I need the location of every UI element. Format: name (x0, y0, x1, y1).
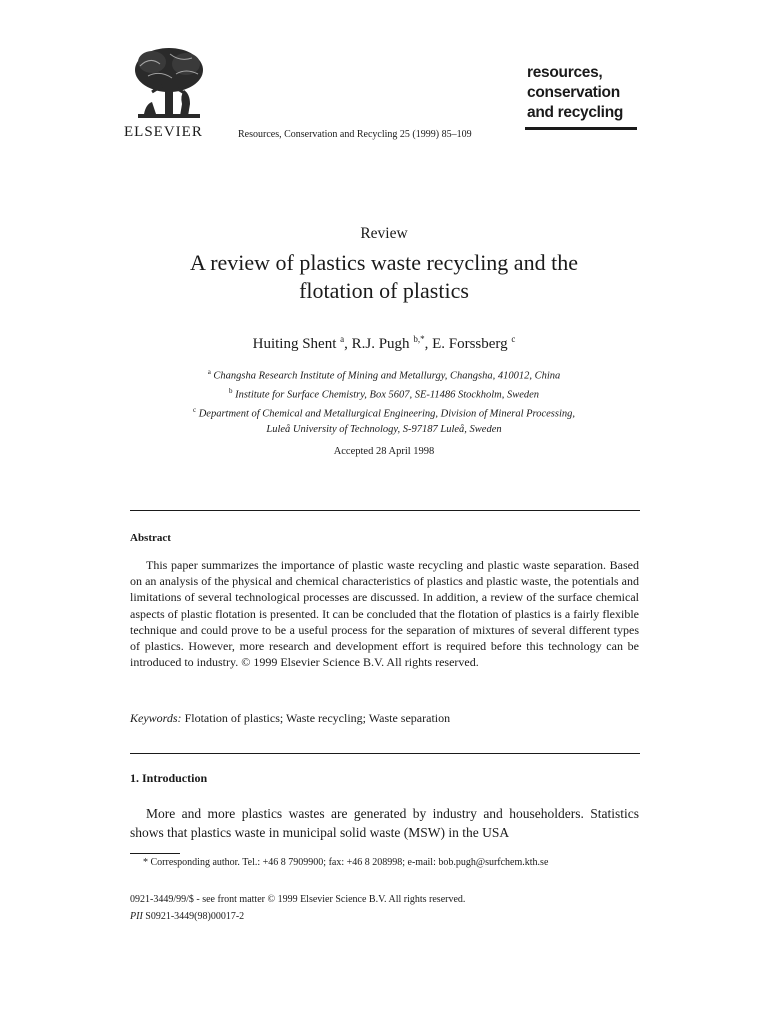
affiliations (0, 365, 768, 438)
author-list: Huiting Shent $^a$, R.J. Pugh $^{b,*}$, E. Forssberg $^c$ (252, 334, 516, 352)
brand-underline (525, 127, 637, 130)
divider (130, 510, 640, 511)
section-heading: 1. Introduction (130, 771, 208, 785)
journal-brand (527, 63, 623, 123)
introduction-text: More and more plastics wastes are generated by industry and householders. Statistics shows that plastics waste in municipal solid waste (MSW) in the USA (130, 806, 639, 840)
keywords-list: Flotation of plastics; Waste recycling; Waste separation (184, 711, 451, 725)
pii-value: S0921-3449(98)00017-2 (145, 911, 245, 922)
article-title (0, 249, 768, 305)
keywords (130, 711, 450, 726)
footnote-rule (130, 853, 180, 854)
elsevier-tree-icon (130, 44, 208, 122)
pii-line (130, 911, 244, 922)
divider (130, 753, 640, 754)
abstract-heading: Abstract (130, 532, 171, 544)
journal-reference: Resources, Conservation and Recycling 25 (1999) 85–109 (238, 129, 472, 140)
keywords-label: Keywords: (130, 711, 182, 725)
author-affil-mark: b,* (413, 334, 425, 344)
author-name: Huiting Shent (252, 336, 337, 352)
title-line: A review of plastics waste recycling and the (190, 250, 578, 275)
affiliation: $^b$ Institute for Surface Chemistry, Box 5607, SE-11486 Stockholm, Sweden (228, 387, 540, 401)
affiliation: $^a$ Changsha Research Institute of Mining and Metallurgy, Changsha, 410012, China (207, 368, 561, 382)
author-affil-mark: a (340, 334, 345, 344)
journal-brand-line: resources, (527, 64, 603, 81)
affiliation: Luleå University of Technology, S-97187 Luleå, Sweden (266, 424, 502, 435)
article-type: Review (360, 225, 408, 242)
journal-brand-line: and recycling (527, 104, 624, 121)
footnote: * Corresponding author. Tel.: +46 8 7909900; fax: +46 8 208998; e-mail: bob.pugh@surfchem.kth.se (143, 857, 549, 868)
affiliation: $^c$ Department of Chemical and Metallurgical Engineering, Division of Mineral Processing, (192, 406, 576, 420)
author-affil-mark: c (511, 334, 516, 344)
copyright-line: 0921-3449/99/$ - see front matter © 1999 Elsevier Science B.V. All rights reserved. (130, 894, 466, 905)
title-line: flotation of plastics (299, 278, 469, 303)
abstract-text: This paper summarizes the importance of plastic waste recycling and plastic waste separation. Based on an analysis of the physical and chemical characteristics of plastics and plastic waste, the potentials and limitations of several technological processes are discussed. In addition, a review of the surface chemical aspects of plastic flotation is presented. It can be concluded that the flotation of plastics is a fairly flexible technique and could prove to be a useful process for the separation of mixtures of several different types of plastics. However, more research and development effort is required before this technology can be introduced to industry. © 1999 Elsevier Science B.V. All rights reserved. (130, 558, 639, 670)
publisher-name: ELSEVIER (124, 124, 203, 140)
pii-label: PII (130, 911, 143, 922)
author-name: E. Forssberg (432, 336, 508, 352)
accepted-date: Accepted 28 April 1998 (333, 446, 435, 457)
publisher-logo (124, 44, 216, 141)
author-name: R.J. Pugh (351, 336, 410, 352)
journal-brand-line: conservation (527, 84, 620, 101)
